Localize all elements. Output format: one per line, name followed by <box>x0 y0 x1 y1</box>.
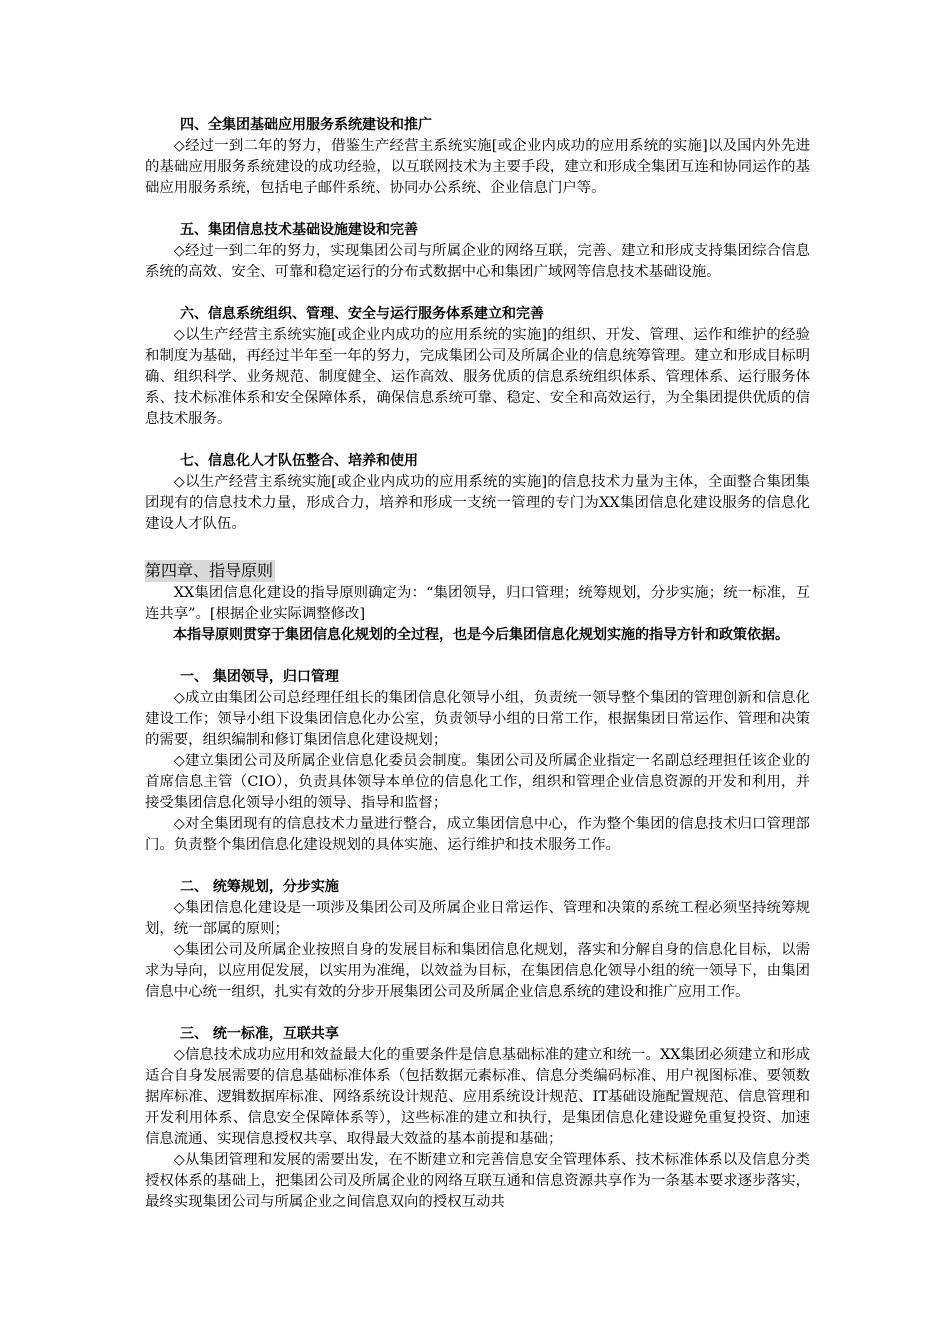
paragraph-bold: 本指导原则贯穿于集团信息化规划的全过程，也是今后集团信息化规划实施的指导方针和政策依据。 <box>173 627 789 643</box>
paragraph: ◇以生产经营主系统实施[或企业内成功的应用系统的实施]的组织、开发、管理、运作和维护的经验和制度为基础，再经过半年至一年的努力，完成集团公司及所属企业的信息统筹管理。建立和形成目标明确、组织科学、业务规范、制度健全、运作高效、服务优质的信息系统组织体系、管理体系、运行服务体系、技术标准体系和安全保障体系，确保信息系统可靠、稳定、安全和高效运行，为全集团提供优质的信息技术服务。 <box>145 327 810 427</box>
chapter-title: 第四章、指导原则 <box>145 561 274 580</box>
document-page <box>145 115 810 1213</box>
paragraph: ◇信息技术成功应用和效益最大化的重要条件是信息基础标准的建立和统一。XX集团必须建立和形成适合自身发展需要的信息基础标准体系（包括数据元素标准、信息分类编码标准、用户视图标准、要领数据库标准、逻辑数据库标准、网络系统设计规范、应用系统设计规范、IT基础设施配置规范、信息管理和开发利用体系、信息安全保障体系等），这些标准的建立和执行，是集团信息化建设避免重复投资、加速信息流通、实现信息授权共享、取得最大效益的基本前提和基础； <box>145 1047 810 1147</box>
paragraph: ◇从集团管理和发展的需要出发，在不断建立和完善信息安全管理体系、技术标准体系以及信息分类授权体系的基础上，把集团公司及所属企业的网络互联互通和信息资源共享作为一条基本要求逐步落实，最终实现集团公司与所属企业之间信息双向的授权互动共 <box>145 1152 810 1210</box>
paragraph: ◇以生产经营主系统实施[或企业内成功的应用系统的实施]的信息技术力量为主体，全面整合集团集团现有的信息技术力量，形成合力，培养和形成一支统一管理的专门为XX集团信息化建设服务的信息化建设人才队伍。 <box>145 474 810 532</box>
paragraph: XX集团信息化建设的指导原则确定为：“集团领导，归口管理；统筹规划，分步实施；统一标准，互连共享”。[根据企业实际调整修改] <box>145 585 810 622</box>
paragraph: ◇经过一到二年的努力，借鉴生产经营主系统实施[或企业内成功的应用系统的实施]以及国内外先进的基础应用服务系统建设的成功经验，以互联网技术为主要手段，建立和形成全集团互连和协同运作的基础应用服务系统，包括电子邮件系统、协同办公系统、企业信息门户等。 <box>145 138 810 196</box>
paragraph: ◇集团公司及所属企业按照自身的发展目标和集团信息化规划，落实和分解自身的信息化目标，以需求为导向，以应用促发展，以实用为准绳，以效益为目标，在集团信息化领导小组的统一领导下，由集团信息中心统一组织，扎实有效的分步开展集团公司及所属企业信息系统的建设和推广应用工作。 <box>145 942 810 1000</box>
section-heading: 七、信息化人才队伍整合、培养和使用 <box>180 453 418 469</box>
principle-heading: 三、 统一标准，互联共享 <box>180 1026 339 1042</box>
paragraph: ◇对全集团现有的信息技术力量进行整合，成立集团信息中心，作为整个集团的信息技术归口管理部门。负责整个集团信息化建设规划的具体实施、运行维护和技术服务工作。 <box>145 816 810 853</box>
principle-heading: 一、 集团领导，归口管理 <box>180 669 339 685</box>
section-heading: 四、全集团基础应用服务系统建设和推广 <box>180 117 432 133</box>
section-heading: 六、信息系统组织、管理、安全与运行服务体系建立和完善 <box>180 306 544 322</box>
principle-heading: 二、 统筹规划，分步实施 <box>180 879 339 895</box>
paragraph: ◇建立集团公司及所属企业信息化委员会制度。集团公司及所属企业指定一名副总经理担任该企业的首席信息主管（CIO），负责具体领导本单位的信息化工作，组织和管理企业信息资源的开发和利用，并接受集团信息化领导小组的领导、指导和监督； <box>145 753 810 811</box>
paragraph: ◇集团信息化建设是一项涉及集团公司及所属企业日常运作、管理和决策的系统工程必须坚持统筹规划，统一部属的原则； <box>145 900 810 937</box>
section-heading: 五、集团信息技术基础设施建设和完善 <box>180 222 418 238</box>
paragraph: ◇成立由集团公司总经理任组长的集团信息化领导小组，负责统一领导整个集团的管理创新和信息化建设工作；领导小组下设集团信息化办公室，负责领导小组的日常工作，根据集团日常运作、管理和决策的需要，组织编制和修订集团信息化建设规划； <box>145 690 810 748</box>
paragraph: ◇经过一到二年的努力，实现集团公司与所属企业的网络互联，完善、建立和形成支持集团综合信息系统的高效、安全、可靠和稳定运行的分布式数据中心和集团广域网等信息技术基础设施。 <box>145 243 810 280</box>
